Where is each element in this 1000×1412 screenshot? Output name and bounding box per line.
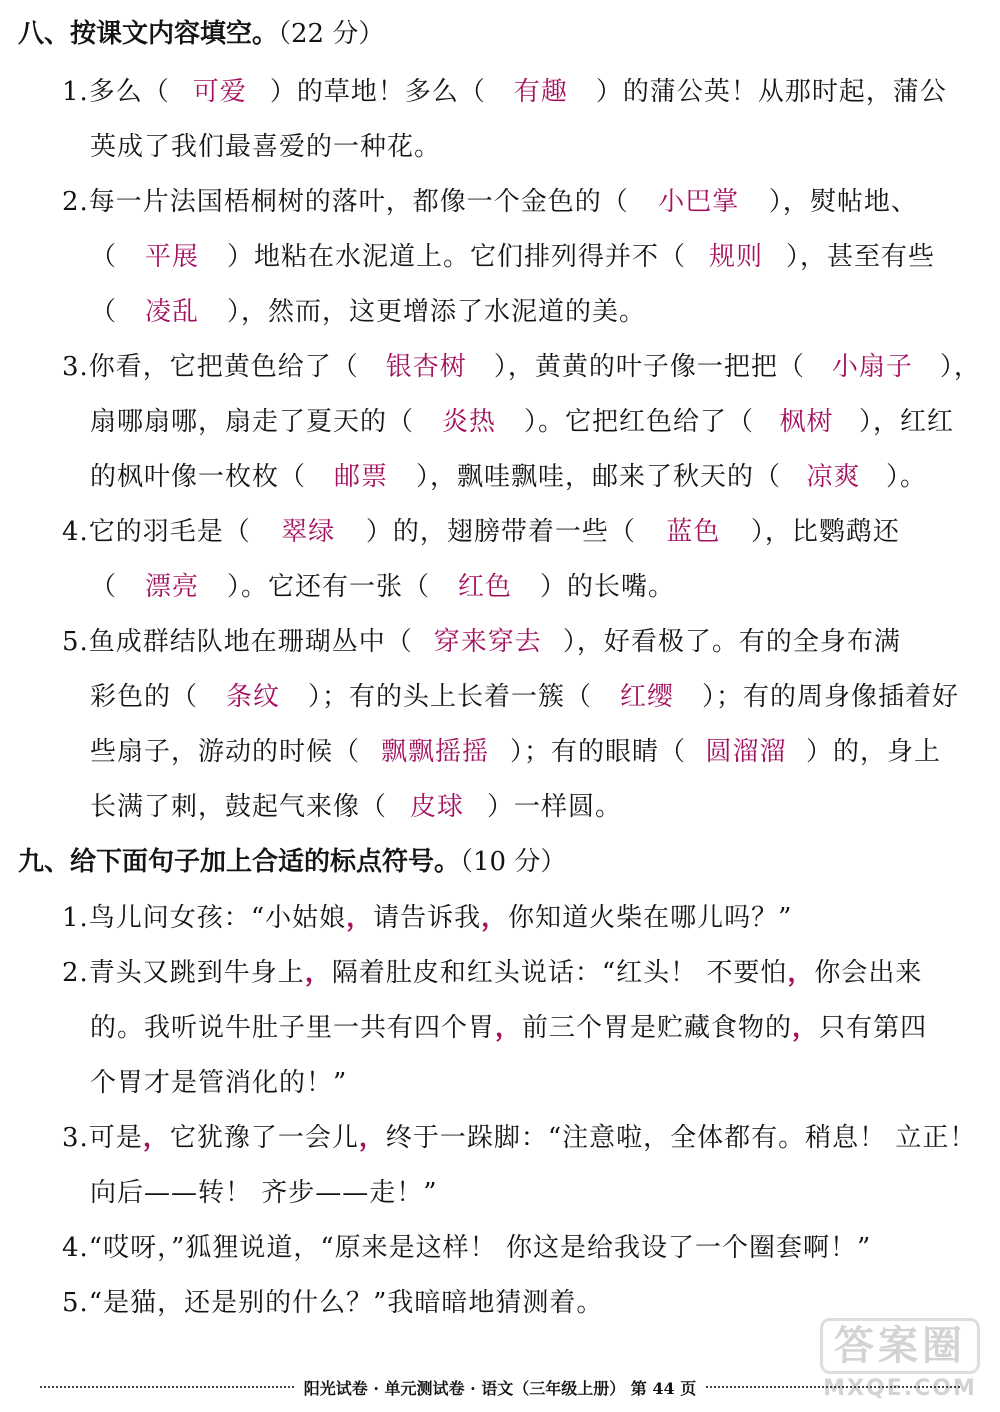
footer-text: 阳光试卷 · 单元测试卷 · 语文（三年级上册） 第 44 页 — [303, 1378, 697, 1398]
text: ）；有的周身像插着好 — [702, 682, 960, 712]
text: ）。它把红色给了（ — [524, 407, 755, 437]
s9-q2-line-3: 个胃才是管消化的！” — [90, 1068, 348, 1098]
answer-blank: 银杏树 — [385, 352, 467, 382]
section-8-points: （22 分） — [278, 19, 385, 49]
footer-dotted-rule-right — [706, 1386, 960, 1388]
text: ），飘哇飘哇，邮来了秋天的（ — [416, 462, 782, 492]
watermark-top: 答案圈 — [820, 1318, 980, 1374]
answer-blank: 小扇子 — [831, 352, 913, 382]
text: ）的长嘴。 — [540, 572, 676, 602]
text: （ — [90, 242, 118, 272]
text: ）；有的头上长着一簇（ — [308, 682, 593, 712]
section-8-heading: 八、按课文内容填空。 — [18, 19, 279, 49]
answer-blank: 枫树 — [779, 407, 834, 437]
answer-blank: 可爱 — [192, 77, 247, 107]
text: 1.多么（ — [62, 77, 170, 107]
answer-blank: 凉爽 — [806, 462, 861, 492]
text: ），好看极了。有的全身布满 — [562, 627, 901, 657]
text: 终于一跺脚：“注意啦，全体都有。稍息！ 立正！ — [385, 1123, 977, 1153]
text: ）地粘在水泥道上。它们排列得并不（ — [227, 242, 687, 272]
answer-blank: 小巴掌 — [658, 187, 740, 217]
text: 4.它的羽毛是（ — [62, 517, 251, 547]
text: 隔着肚皮和红头说话：“红头！ 不要怕 — [331, 958, 788, 988]
answer-blank: 平展 — [145, 242, 200, 272]
text: 请告诉我 — [373, 903, 482, 933]
answer-blank: 邮票 — [334, 462, 389, 492]
added-punctuation: ， — [304, 958, 332, 988]
s8-q1-line-2: 英成了我们最喜爱的一种花。 — [90, 132, 442, 162]
text: 前三个胃是贮藏食物的 — [522, 1013, 793, 1043]
text: ）的，身上 — [806, 737, 942, 767]
page-footer — [30, 1372, 970, 1402]
added-punctuation: ， — [787, 958, 815, 988]
text: 2.每一片法国梧桐树的落叶，都像一个金色的（ — [62, 187, 629, 217]
text: 只有第四 — [819, 1013, 928, 1043]
s8-q4-line-2 — [90, 565, 675, 609]
text: 的枫叶像一枚枚（ — [90, 462, 307, 492]
s8-q5-line-1 — [62, 620, 901, 664]
s8-q2-line-3 — [90, 290, 646, 334]
text: ）。它还有一张（ — [227, 572, 431, 602]
added-punctuation: ， — [481, 903, 509, 933]
section-9-heading: 九、给下面句子加上合适的标点符号。 — [18, 847, 461, 877]
text: ）；有的眼睛（ — [510, 737, 687, 767]
s8-q5-line-2 — [90, 675, 959, 719]
text: 2.青头又跳到牛身上 — [62, 958, 305, 988]
section-9-points: （10 分） — [460, 847, 567, 877]
added-punctuation: ， — [142, 1123, 170, 1153]
text: ）。 — [886, 462, 928, 492]
text: 5.鱼成群结队地在珊瑚丛中（ — [62, 627, 413, 657]
text: “小姑娘 — [250, 903, 347, 933]
answer-blank: 条纹 — [226, 682, 281, 712]
s8-q2-line-2 — [90, 235, 935, 279]
s9-q1-line-1 — [62, 896, 792, 940]
answer-blank: 红缨 — [620, 682, 675, 712]
section-9-title — [18, 842, 566, 882]
text: 它犹豫了一会儿 — [169, 1123, 359, 1153]
section-8-title — [18, 14, 384, 54]
s8-q3-line-2 — [90, 400, 954, 444]
answer-blank: 凌乱 — [145, 297, 200, 327]
text: ）的，翅膀带着一些（ — [365, 517, 636, 547]
text: 彩色的（ — [90, 682, 199, 712]
added-punctuation: ， — [346, 903, 374, 933]
answer-blank: 蓝色 — [666, 517, 721, 547]
text: ）一样圆。 — [487, 792, 623, 822]
text: 的。我听说牛肚子里一共有四个胃 — [90, 1013, 496, 1043]
text: 些扇子，游动的时候（ — [90, 737, 361, 767]
text: ），黄黄的叶子像一把把（ — [493, 352, 805, 382]
s8-q2-line-1 — [62, 180, 918, 224]
answer-blank: 规则 — [709, 242, 764, 272]
answer-blank: 红色 — [458, 572, 513, 602]
text: 3.你看，它把黄色给了（ — [62, 352, 359, 382]
s9-q3-line-2: 向后——转！ 齐步——走！” — [90, 1178, 438, 1208]
text: ）的草地！多么（ — [269, 77, 486, 107]
watermark-bottom: MXQE.COM — [823, 1376, 977, 1401]
text: ），熨帖地、 — [768, 187, 918, 217]
s8-q5-line-4 — [90, 785, 622, 829]
text: 你会出来 — [814, 958, 923, 988]
s8-q3-line-1 — [62, 345, 981, 389]
text: ），然而，这更增添了水泥道的美。 — [227, 297, 647, 327]
added-punctuation: ， — [495, 1013, 523, 1043]
text: （ — [90, 572, 118, 602]
answer-blank: 圆溜溜 — [705, 737, 787, 767]
s9-q2-line-1 — [62, 951, 922, 995]
s8-q1-line-1 — [62, 70, 947, 114]
answer-blank: 有趣 — [513, 77, 568, 107]
answer-blank: 飘飘摇摇 — [381, 737, 490, 767]
answer-blank: 炎热 — [442, 407, 497, 437]
text: ），甚至有些 — [786, 242, 936, 272]
answer-blank: 漂亮 — [145, 572, 200, 602]
s8-q3-line-3 — [90, 455, 927, 499]
footer-dotted-rule-left — [40, 1386, 294, 1388]
text: 你知道火柴在哪儿吗？” — [508, 903, 793, 933]
text: 扇哪扇哪，扇走了夏天的（ — [90, 407, 415, 437]
text: （ — [90, 297, 118, 327]
s9-q3-line-1 — [62, 1116, 976, 1160]
answer-blank: 穿来穿去 — [433, 627, 542, 657]
text: ），红红 — [859, 407, 955, 437]
answer-blank: 皮球 — [410, 792, 465, 822]
s8-q5-line-3 — [90, 730, 941, 774]
s9-q2-line-2 — [90, 1006, 927, 1050]
text: ）， — [939, 352, 981, 382]
s9-q4-line-1: 4.“哎呀，”狐狸说道，“原来是这样！ 你这是给我设了一个圈套啊！” — [62, 1233, 872, 1263]
text: 1.鸟儿问女孩： — [62, 903, 251, 933]
added-punctuation: ， — [358, 1123, 386, 1153]
answer-blank: 翠绿 — [281, 517, 336, 547]
text: ），比鹦鹉还 — [750, 517, 900, 547]
s9-q5-line-1: 5.“是猫，还是别的什么？”我暗暗地猜测着。 — [62, 1288, 604, 1318]
text: ）的蒲公英！从那时起，蒲公 — [595, 77, 947, 107]
text: 3.可是 — [62, 1123, 143, 1153]
added-punctuation: ， — [792, 1013, 820, 1043]
s8-q4-line-1 — [62, 510, 900, 554]
text: 长满了刺，鼓起气来像（ — [90, 792, 388, 822]
